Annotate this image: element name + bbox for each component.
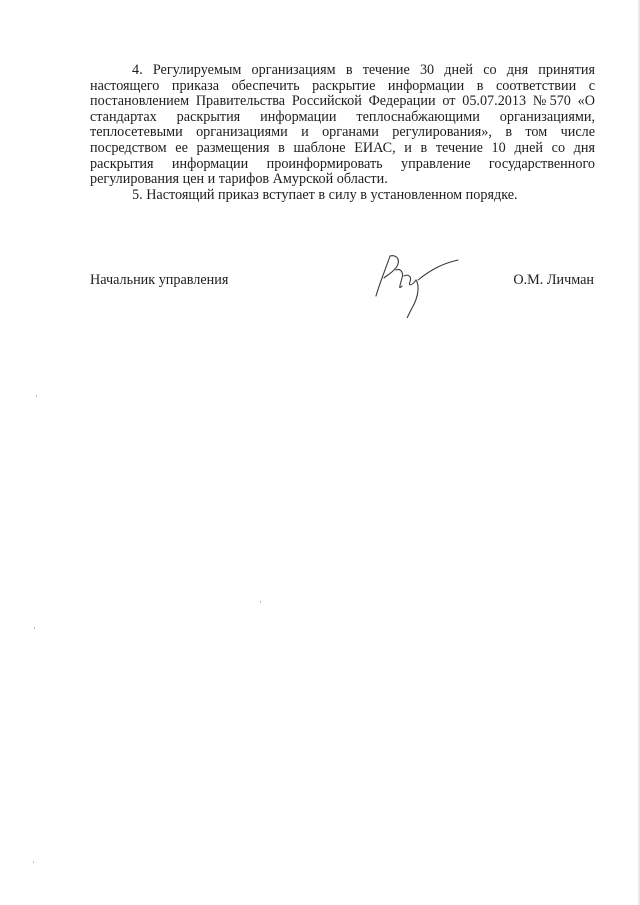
scan-speck (36, 395, 37, 397)
document-body (90, 63, 595, 203)
handwritten-signature-icon (368, 246, 468, 324)
paragraph-5: 5. Настоящий приказ вступает в силу в установленном порядке. (132, 186, 518, 203)
signatory-name: О.М. Личман (513, 272, 594, 288)
scan-speck (260, 601, 261, 603)
signatory-title: Начальник управления (90, 272, 229, 288)
scan-speck (33, 861, 34, 863)
scan-speck (34, 627, 35, 629)
paragraph-4: 4. Регулируемым организациям в течение 30 дней со дня принятия настоящего приказа обеспечить раскрытие информации в соответствии с постановлением Правительства Российской Федерации от 05.07.2013 №570 «О стандартах раскрытия информации теплоснабжающими организациями, теплосетевыми организациями и органами регулирования», в том числе посредством ее размещения в шаблоне ЕИАС, и в течение 10 дней со дня раскрытия информации проинформировать управление государственного регулирования цен и тарифов Амурской области. (90, 62, 595, 188)
